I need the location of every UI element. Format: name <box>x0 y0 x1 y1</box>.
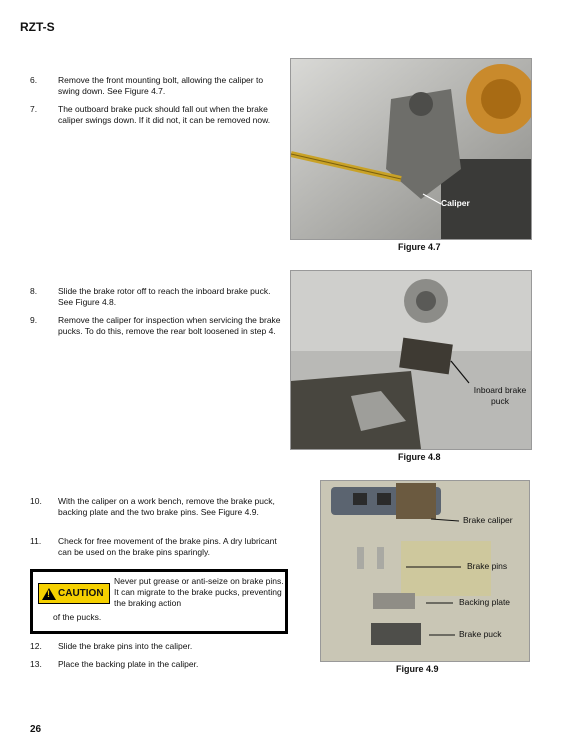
step-text: Remove the front mounting bolt, allowing the caliper to swing down. See Figure 4.7. <box>58 75 264 96</box>
callout-brake-caliper: Brake caliper <box>463 515 513 525</box>
step-number: 7. <box>30 104 38 114</box>
caution-text-tail: of the pucks. <box>53 612 102 622</box>
figure-caption: Figure 4.8 <box>398 452 441 462</box>
step-number: 10. <box>30 496 42 506</box>
figure-4-8-photo <box>290 270 532 450</box>
step-text: With the caliper on a work bench, remove the brake puck, backing plate and the two brake pins. See Figure 4.9. <box>58 496 275 517</box>
step-text: Slide the brake pins into the caliper. <box>58 641 193 651</box>
caution-text: Never put grease or anti-seize on brake pins. It can migrate to the brake pucks, preventing the braking action <box>114 576 284 608</box>
callout-brake-puck: Brake puck <box>459 629 502 639</box>
step-text: Slide the brake rotor off to reach the inboard brake puck. See Figure 4.8. <box>58 286 271 307</box>
page-number: 26 <box>30 724 42 735</box>
caution-box <box>30 569 288 634</box>
step-text: The outboard brake puck should fall out when the brake caliper swings down. If it did not, it can be removed now. <box>58 104 271 125</box>
step-number: 12. <box>30 641 42 651</box>
figure-4-9-photo <box>320 480 530 662</box>
step-text: Place the backing plate in the caliper. <box>58 659 199 669</box>
callout-backing-plate: Backing plate <box>459 597 511 607</box>
step-text: Check for free movement of the brake pins. A dry lubricant can be used on the brake pins sparingly. <box>58 536 277 557</box>
step-number: 11. <box>30 536 42 546</box>
inboard-puck-photo <box>291 271 531 449</box>
warning-triangle-icon <box>42 588 56 600</box>
step-number: 8. <box>30 286 38 296</box>
callout-brake-pins: Brake pins <box>467 561 508 571</box>
caliper-photo <box>291 59 531 239</box>
step-number: 13. <box>30 659 42 669</box>
figure-caption: Figure 4.7 <box>398 242 441 252</box>
figure-4-7-photo <box>290 58 532 240</box>
caution-badge <box>38 583 110 604</box>
step-number: 9. <box>30 315 38 325</box>
figure-caption: Figure 4.9 <box>396 664 439 674</box>
step-text: Remove the caliper for inspection when servicing the brake pucks. To do this, remove the rear bolt loosened in step 4. <box>58 315 281 336</box>
callout-inboard-brake-puck: Inboard brake puck <box>473 385 527 406</box>
callout-caliper: Caliper <box>441 198 470 208</box>
caution-label: CAUTION <box>58 588 104 599</box>
step-number: 6. <box>30 75 38 85</box>
document-header: RZT-S <box>20 20 55 34</box>
